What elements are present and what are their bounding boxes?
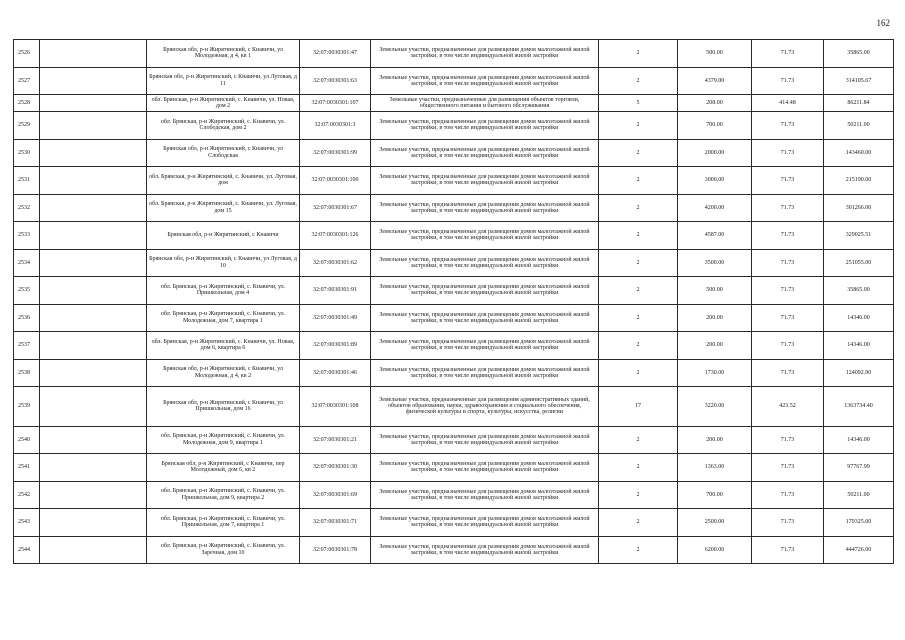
land-use-purpose-cell: Земельные участки, предназначенные для размещения домов малоэтажной жилой застройки, в том числе индивидуальной жилой застройки <box>371 167 599 195</box>
cadastral-number-cell: 32:07:0030301:108 <box>300 387 371 427</box>
table-row <box>14 359 894 387</box>
land-use-purpose-cell: Земельные участки, предназначенные для размещения административных зданий, объектов образования, науки, здравоохранения и социального обеспечения, физической культуры и спорта, культуры, искусства, религии <box>371 387 599 427</box>
area-cell: 200.00 <box>678 304 752 332</box>
table-row <box>14 167 894 195</box>
specific-value-cell: 71.73 <box>752 40 824 68</box>
area-cell: 4587.00 <box>678 222 752 250</box>
land-use-purpose-cell: Земельные участки, предназначенные для размещения домов малоэтажной жилой застройки, в том числе индивидуальной жилой застройки <box>371 481 599 509</box>
cadastral-number-cell: 32:07:0030301:3 <box>300 112 371 140</box>
record-number-cell: 2538 <box>14 359 40 387</box>
cadastral-value-cell: 35865.00 <box>824 40 894 68</box>
address-cell: Брянская обл, р-н Жирятинский, с Кнавичи, ул Молодежная, д 4, кв 2 <box>147 359 300 387</box>
land-use-purpose-cell: Земельные участки, предназначенные для размещения домов малоэтажной жилой застройки, в том числе индивидуальной жилой застройки <box>371 536 599 564</box>
use-group-cell: 2 <box>599 249 678 277</box>
area-cell: 2500.00 <box>678 509 752 537</box>
address-cell: Брянская обл, р-н Жирятинский, с Кнавичи, ул Слободская <box>147 139 300 167</box>
area-cell: 1363.00 <box>678 454 752 482</box>
blank-cell <box>40 194 147 222</box>
table-row <box>14 249 894 277</box>
cadastral-number-cell: 32:07:0030301:30 <box>300 454 371 482</box>
cadastral-number-cell: 32:07:0030301:62 <box>300 249 371 277</box>
address-cell: Брянская обл, р-н Жирятинский, с Кнавичи, ул Луговая, д 11 <box>147 67 300 95</box>
land-use-purpose-cell: Земельные участки, предназначенные для размещения домов малоэтажной жилой застройки, в том числе индивидуальной жилой застройки <box>371 249 599 277</box>
cadastral-value-cell: 314105.67 <box>824 67 894 95</box>
table-row <box>14 95 894 112</box>
blank-cell <box>40 249 147 277</box>
blank-cell <box>40 509 147 537</box>
use-group-cell: 2 <box>599 359 678 387</box>
area-cell: 200.00 <box>678 332 752 360</box>
table-row <box>14 40 894 68</box>
blank-cell <box>40 112 147 140</box>
use-group-cell: 2 <box>599 454 678 482</box>
land-use-purpose-cell: Земельные участки, предназначенные для размещения домов малоэтажной жилой застройки, в том числе индивидуальной жилой застройки <box>371 332 599 360</box>
table-row <box>14 67 894 95</box>
cadastral-number-cell: 32:07:0030301:78 <box>300 536 371 564</box>
record-number-cell: 2529 <box>14 112 40 140</box>
specific-value-cell: 71.73 <box>752 139 824 167</box>
table-row <box>14 536 894 564</box>
cadastral-number-cell: 32:07:0030301:100 <box>300 167 371 195</box>
cadastral-value-cell: 124092.90 <box>824 359 894 387</box>
cadastral-value-cell: 14346.00 <box>824 426 894 454</box>
blank-cell <box>40 387 147 427</box>
area-cell: 700.00 <box>678 112 752 140</box>
cadastral-value-cell: 251055.00 <box>824 249 894 277</box>
land-use-purpose-cell: Земельные участки, предназначенные для размещения домов малоэтажной жилой застройки, в том числе индивидуальной жилой застройки <box>371 454 599 482</box>
blank-cell <box>40 304 147 332</box>
cadastral-number-cell: 32:07:0030301:67 <box>300 194 371 222</box>
blank-cell <box>40 139 147 167</box>
specific-value-cell: 71.73 <box>752 277 824 305</box>
table-row <box>14 454 894 482</box>
specific-value-cell: 71.73 <box>752 481 824 509</box>
use-group-cell: 2 <box>599 40 678 68</box>
cadastral-value-cell: 179325.00 <box>824 509 894 537</box>
address-cell: обл. Брянская, р-н Жирятинский, с. Кнавичи, ул. Новая, дом 6, квартира 6 <box>147 332 300 360</box>
use-group-cell: 2 <box>599 481 678 509</box>
record-number-cell: 2537 <box>14 332 40 360</box>
address-cell: Брянская обл, р-н Жирятинский, с Кнавичи, пер Молодежный, дом 6, кв 2 <box>147 454 300 482</box>
cadastral-value-cell: 1363734.40 <box>824 387 894 427</box>
record-number-cell: 2540 <box>14 426 40 454</box>
specific-value-cell: 71.73 <box>752 249 824 277</box>
specific-value-cell: 71.73 <box>752 536 824 564</box>
cadastral-number-cell: 32:07:0030301:63 <box>300 67 371 95</box>
address-cell: Брянская обл, р-н Жирятинский, с Кнавичи, ул Молодежная, д 4, кв 1 <box>147 40 300 68</box>
blank-cell <box>40 359 147 387</box>
cadastral-number-cell: 32:07:0030301:69 <box>300 481 371 509</box>
blank-cell <box>40 95 147 112</box>
blank-cell <box>40 167 147 195</box>
use-group-cell: 2 <box>599 277 678 305</box>
address-cell: обл. Брянская, р-н Жирятинский, с. Кнавичи, ул. Пришкольная, дом 4 <box>147 277 300 305</box>
specific-value-cell: 71.73 <box>752 332 824 360</box>
specific-value-cell: 71.73 <box>752 304 824 332</box>
use-group-cell: 2 <box>599 536 678 564</box>
cadastral-value-cell: 301266.00 <box>824 194 894 222</box>
record-number-cell: 2536 <box>14 304 40 332</box>
cadastral-number-cell: 32:07:0030301:89 <box>300 332 371 360</box>
use-group-cell: 2 <box>599 112 678 140</box>
blank-cell <box>40 426 147 454</box>
specific-value-cell: 71.73 <box>752 454 824 482</box>
specific-value-cell: 71.73 <box>752 112 824 140</box>
land-use-purpose-cell: Земельные участки, предназначенные для размещения домов малоэтажной жилой застройки, в том числе индивидуальной жилой застройки <box>371 426 599 454</box>
address-cell: обл. Брянская, р-н Жирятинский, с. Кнавичи, ул. Луговая, дом 15 <box>147 194 300 222</box>
use-group-cell: 2 <box>599 139 678 167</box>
record-number-cell: 2526 <box>14 40 40 68</box>
table-row <box>14 509 894 537</box>
address-cell: обл. Брянская, р-н Жирятинский, с. Кнавичи, ул. Новая, дом 2 <box>147 95 300 112</box>
specific-value-cell: 71.73 <box>752 67 824 95</box>
land-use-purpose-cell: Земельные участки, предназначенные для размещения домов малоэтажной жилой застройки, в том числе индивидуальной жилой застройки <box>371 304 599 332</box>
blank-cell <box>40 332 147 360</box>
blank-cell <box>40 481 147 509</box>
registry-body <box>14 40 894 564</box>
table-row <box>14 112 894 140</box>
record-number-cell: 2527 <box>14 67 40 95</box>
land-use-purpose-cell: Земельные участки, предназначенные для размещения домов малоэтажной жилой застройки, в том числе индивидуальной жилой застройки <box>371 277 599 305</box>
blank-cell <box>40 40 147 68</box>
land-use-purpose-cell: Земельные участки, предназначенные для размещения домов малоэтажной жилой застройки, в том числе индивидуальной жилой застройки <box>371 509 599 537</box>
record-number-cell: 2542 <box>14 481 40 509</box>
use-group-cell: 17 <box>599 387 678 427</box>
area-cell: 3000.00 <box>678 167 752 195</box>
use-group-cell: 2 <box>599 194 678 222</box>
cadastral-value-cell: 86211.84 <box>824 95 894 112</box>
area-cell: 500.00 <box>678 40 752 68</box>
cadastral-value-cell: 444726.00 <box>824 536 894 564</box>
cadastral-value-cell: 215190.00 <box>824 167 894 195</box>
use-group-cell: 2 <box>599 332 678 360</box>
address-cell: обл. Брянская, р-н Жирятинский, с. Кнавичи, ул. Молодежная, дом 7, квартира 1 <box>147 304 300 332</box>
table-row <box>14 332 894 360</box>
cadastral-value-cell: 35865.00 <box>824 277 894 305</box>
land-use-purpose-cell: Земельные участки, предназначенные для размещения домов малоэтажной жилой застройки, в том числе индивидуальной жилой застройки <box>371 139 599 167</box>
use-group-cell: 2 <box>599 167 678 195</box>
table-row <box>14 426 894 454</box>
specific-value-cell: 71.73 <box>752 222 824 250</box>
cadastral-number-cell: 32:07:0030301:47 <box>300 40 371 68</box>
use-group-cell: 2 <box>599 67 678 95</box>
address-cell: обл. Брянская, р-н Жирятинский, с. Кнавичи, ул. Молодежная, дом 9, квартира 1 <box>147 426 300 454</box>
cadastral-number-cell: 32:07:0030301:91 <box>300 277 371 305</box>
record-number-cell: 2530 <box>14 139 40 167</box>
table-row <box>14 139 894 167</box>
area-cell: 208.00 <box>678 95 752 112</box>
table-row <box>14 194 894 222</box>
cadastral-value-cell: 329025.51 <box>824 222 894 250</box>
area-cell: 700.00 <box>678 481 752 509</box>
land-use-purpose-cell: Земельные участки, предназначенные для размещения объектов торговли, общественного питания и бытового обслуживания <box>371 95 599 112</box>
record-number-cell: 2534 <box>14 249 40 277</box>
cadastral-value-cell: 97767.99 <box>824 454 894 482</box>
specific-value-cell: 71.73 <box>752 509 824 537</box>
cadastral-number-cell: 32:07:0030301:21 <box>300 426 371 454</box>
cadastral-number-cell: 32:07:0030301:46 <box>300 359 371 387</box>
blank-cell <box>40 454 147 482</box>
record-number-cell: 2533 <box>14 222 40 250</box>
blank-cell <box>40 222 147 250</box>
area-cell: 4379.00 <box>678 67 752 95</box>
use-group-cell: 2 <box>599 222 678 250</box>
record-number-cell: 2539 <box>14 387 40 427</box>
cadastral-number-cell: 32:07:0030301:107 <box>300 95 371 112</box>
cadastral-number-cell: 32:07:0030301:99 <box>300 139 371 167</box>
cadastral-value-cell: 50211.00 <box>824 481 894 509</box>
land-use-purpose-cell: Земельные участки, предназначенные для размещения домов малоэтажной жилой застройки, в том числе индивидуальной жилой застройки <box>371 222 599 250</box>
cadastral-number-cell: 32:07:0030301:126 <box>300 222 371 250</box>
area-cell: 500.00 <box>678 277 752 305</box>
use-group-cell: 2 <box>599 304 678 332</box>
address-cell: обл. Брянская, р-н Жирятинский, с. Кнавичи, ул. Заречная, дом 10 <box>147 536 300 564</box>
use-group-cell: 2 <box>599 509 678 537</box>
blank-cell <box>40 67 147 95</box>
cadastral-number-cell: 32:07:0030301:49 <box>300 304 371 332</box>
land-use-purpose-cell: Земельные участки, предназначенные для размещения домов малоэтажной жилой застройки, в том числе индивидуальной жилой застройки <box>371 359 599 387</box>
cadastral-value-cell: 14346.00 <box>824 304 894 332</box>
area-cell: 1730.00 <box>678 359 752 387</box>
area-cell: 3220.00 <box>678 387 752 427</box>
area-cell: 2000.00 <box>678 139 752 167</box>
table-row <box>14 481 894 509</box>
record-number-cell: 2528 <box>14 95 40 112</box>
specific-value-cell: 71.73 <box>752 359 824 387</box>
area-cell: 200.00 <box>678 426 752 454</box>
record-number-cell: 2544 <box>14 536 40 564</box>
address-cell: обл. Брянская, р-н Жирятинский, с. Кнавичи, ул. Луговая, дом <box>147 167 300 195</box>
specific-value-cell: 71.73 <box>752 194 824 222</box>
area-cell: 4200.00 <box>678 194 752 222</box>
table-row <box>14 222 894 250</box>
specific-value-cell: 71.73 <box>752 426 824 454</box>
table-row <box>14 277 894 305</box>
area-cell: 6200.00 <box>678 536 752 564</box>
specific-value-cell: 414.48 <box>752 95 824 112</box>
cadastral-value-cell: 50211.00 <box>824 112 894 140</box>
record-number-cell: 2543 <box>14 509 40 537</box>
address-cell: обл. Брянская, р-н Жирятинский, с. Кнавичи, ул. Слободская, дом 2 <box>147 112 300 140</box>
land-registry-table <box>13 39 894 564</box>
address-cell: обл. Брянская, р-н Жирятинский, с. Кнавичи, ул. Пришкольная, дом 9, квартира 2 <box>147 481 300 509</box>
blank-cell <box>40 277 147 305</box>
record-number-cell: 2532 <box>14 194 40 222</box>
address-cell: Брянская обл, р-н Жирятинский, с Кнавичи, ул Пришкольная, дом 16 <box>147 387 300 427</box>
address-cell: обл. Брянская, р-н Жирятинский, с. Кнавичи, ул. Пришкольная, дом 7, квартира 1 <box>147 509 300 537</box>
page-number: 162 <box>876 18 890 28</box>
use-group-cell: 2 <box>599 426 678 454</box>
record-number-cell: 2531 <box>14 167 40 195</box>
cadastral-value-cell: 14346.00 <box>824 332 894 360</box>
land-use-purpose-cell: Земельные участки, предназначенные для размещения домов малоэтажной жилой застройки, в том числе индивидуальной жилой застройки <box>371 40 599 68</box>
blank-cell <box>40 536 147 564</box>
table-row <box>14 304 894 332</box>
table-row <box>14 387 894 427</box>
land-use-purpose-cell: Земельные участки, предназначенные для размещения домов малоэтажной жилой застройки, в том числе индивидуальной жилой застройки <box>371 194 599 222</box>
record-number-cell: 2535 <box>14 277 40 305</box>
use-group-cell: 5 <box>599 95 678 112</box>
area-cell: 3500.00 <box>678 249 752 277</box>
land-use-purpose-cell: Земельные участки, предназначенные для размещения домов малоэтажной жилой застройки, в том числе индивидуальной жилой застройки <box>371 67 599 95</box>
address-cell: Брянская обл, р-н Жирятинский, с Кнавичи, ул Луговая, д 10 <box>147 249 300 277</box>
record-number-cell: 2541 <box>14 454 40 482</box>
cadastral-value-cell: 143460.00 <box>824 139 894 167</box>
land-use-purpose-cell: Земельные участки, предназначенные для размещения домов малоэтажной жилой застройки, в том числе индивидуальной жилой застройки <box>371 112 599 140</box>
specific-value-cell: 71.73 <box>752 167 824 195</box>
address-cell: Брянская обл, р-н Жирятинский, с Кнавичи <box>147 222 300 250</box>
cadastral-number-cell: 32:07:0030301:71 <box>300 509 371 537</box>
specific-value-cell: 423.52 <box>752 387 824 427</box>
